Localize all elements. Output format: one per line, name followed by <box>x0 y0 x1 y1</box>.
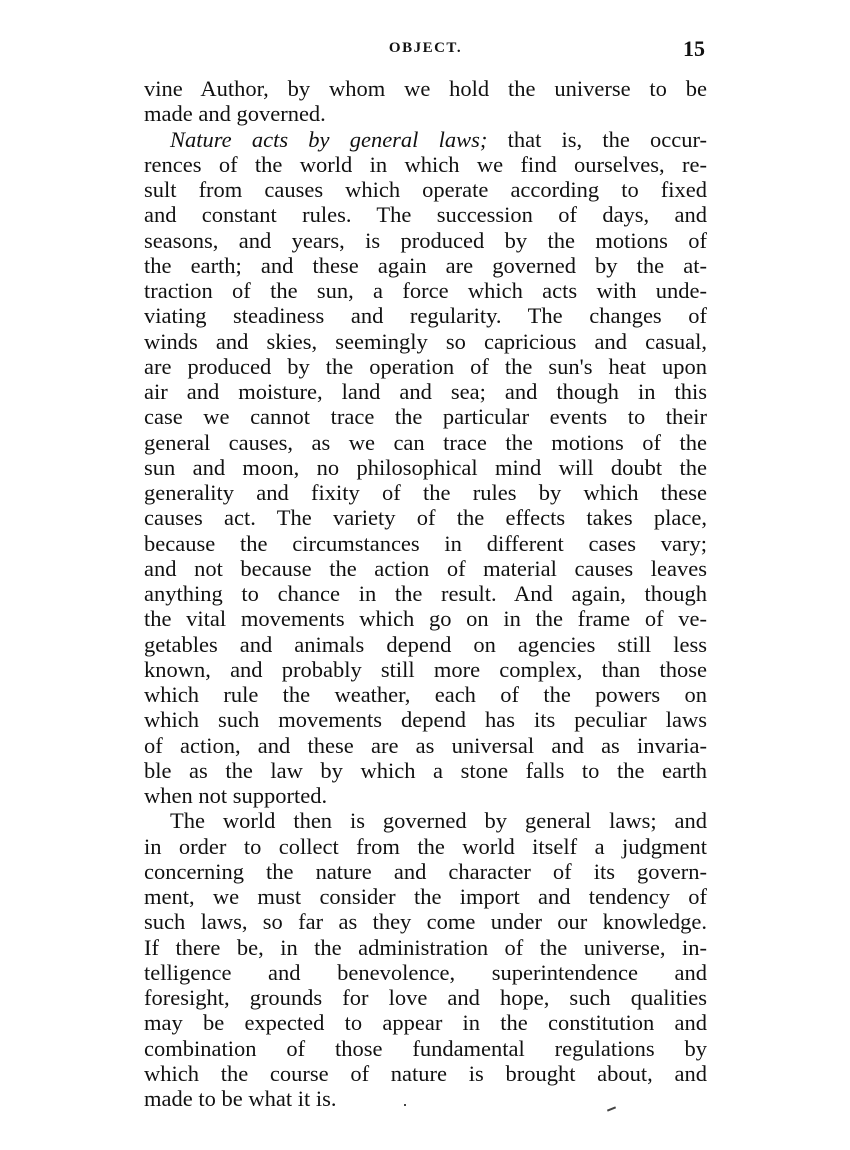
text-line: made and governed. <box>144 101 326 127</box>
text-line: which the course of nature is brought about, and <box>144 1060 707 1086</box>
running-title: OBJECT. <box>388 40 463 56</box>
text-line: sult from causes which operate according to fixed <box>144 177 707 202</box>
text-line: traction of the sun, a force which acts with unde- <box>144 278 707 303</box>
text-line: the earth; and these again are governed by the at- <box>144 252 707 278</box>
text-line: viating steadiness and regularity. The changes of <box>144 303 707 329</box>
italic-phrase: Nature acts by general laws; <box>170 126 488 152</box>
text-line: because the circumstances in different cases vary; <box>144 530 707 556</box>
text-line: sun and moon, no philosophical mind will doubt the <box>144 454 707 480</box>
text-line: generality and fixity of the rules by which these <box>144 480 707 505</box>
text-line: causes act. The variety of the effects takes place, <box>144 505 707 531</box>
text-line: are produced by the operation of the sun's heat upon <box>144 353 707 379</box>
text-line: ble as the law by which a stone falls to the earth <box>144 757 707 783</box>
text-line: ment, we must consider the import and tendency of <box>144 884 707 909</box>
text-line: of action, and these are as universal and as invaria- <box>144 732 707 758</box>
body-text <box>144 76 707 1111</box>
text-line: If there be, in the administration of the universe, in- <box>144 934 707 960</box>
text-line: when not supported. <box>144 783 328 808</box>
text-line: telligence and benevolence, superintendence and <box>144 959 707 985</box>
text-line: made to be what it is. <box>144 1086 337 1111</box>
text-line: vine Author, by whom we hold the universe to be <box>144 76 707 101</box>
text-line: such laws, so far as they come under our knowledge. <box>144 909 707 935</box>
text-line: which rule the weather, each of the powers on <box>144 682 707 707</box>
text-line: case we cannot trace the particular events to their <box>144 404 707 430</box>
running-head <box>144 36 707 66</box>
text-line: the vital movements which go on in the frame of ve- <box>144 606 707 632</box>
text-line <box>144 127 707 152</box>
text-line: winds and skies, seemingly so capricious and casual, <box>144 328 707 354</box>
text-line: may be expected to appear in the constitution and <box>144 1010 707 1036</box>
text-line: getables and animals depend on agencies still less <box>144 631 707 657</box>
page-number: 15 <box>683 36 705 61</box>
text-line: anything to chance in the result. And again, though <box>144 581 707 606</box>
text-line: concerning the nature and character of its govern- <box>144 858 707 884</box>
text-line: in order to collect from the world itself a judgment <box>144 833 707 859</box>
text-line-rest: that is, the occur- <box>487 126 707 152</box>
text-line: and not because the action of material causes leaves <box>144 555 707 581</box>
text-line: foresight, grounds for love and hope, such qualities <box>144 985 707 1010</box>
ink-speck <box>404 1104 406 1106</box>
text-line: which such movements depend has its peculiar laws <box>144 707 707 733</box>
text-line: The world then is governed by general laws; and <box>170 808 707 834</box>
text-line: air and moisture, land and sea; and though in this <box>144 379 707 404</box>
text-line: seasons, and years, is produced by the motions of <box>144 227 707 253</box>
text-line: and constant rules. The succession of days, and <box>144 202 707 228</box>
text-line: rences of the world in which we find ourselves, re- <box>144 151 707 177</box>
text-line: known, and probably still more complex, than those <box>144 656 707 682</box>
text-line: combination of those fundamental regulations by <box>144 1035 707 1061</box>
text-line: general causes, as we can trace the motions of the <box>144 429 707 455</box>
